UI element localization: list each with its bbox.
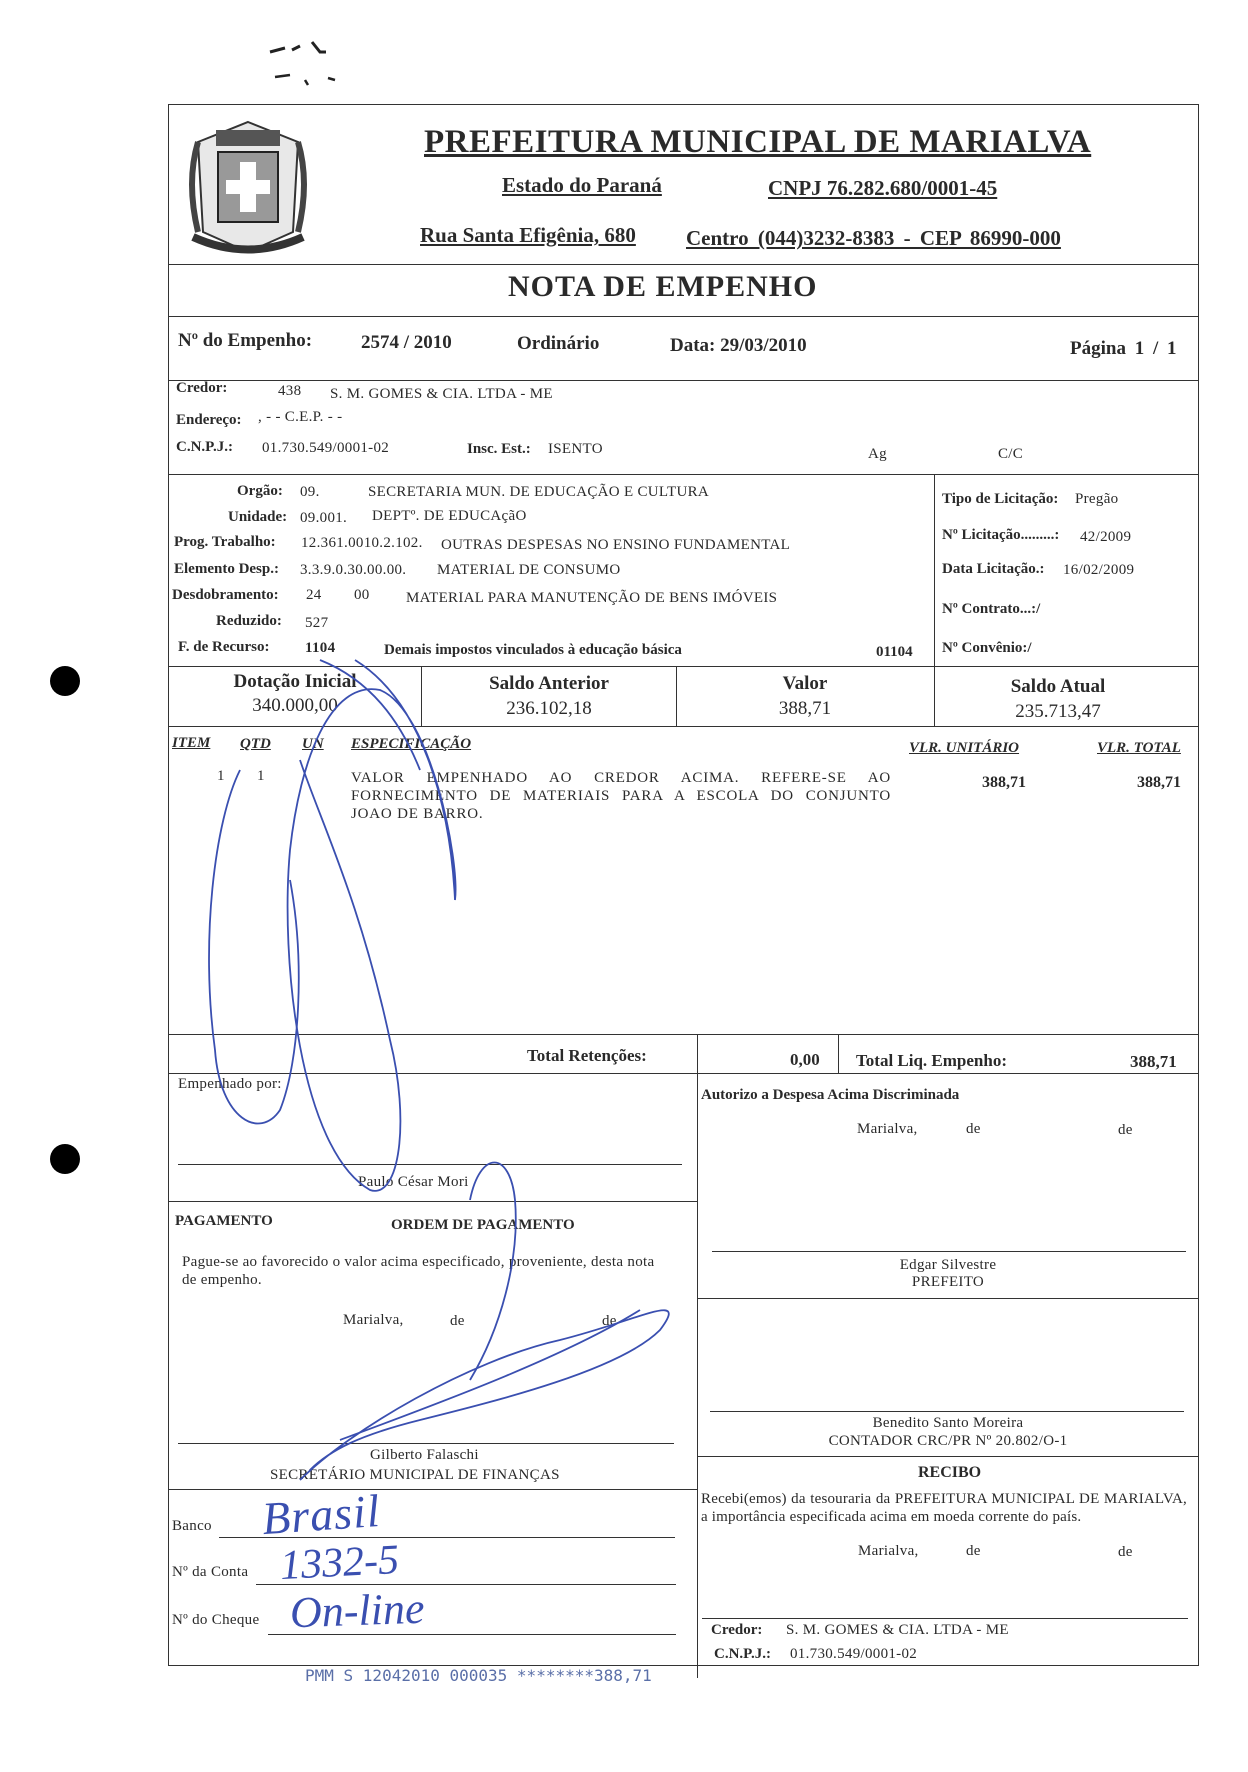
pagamento-place: Marialva,	[343, 1312, 404, 1328]
page-number: Página 1 / 1	[1070, 338, 1177, 359]
pagamento-de: de	[602, 1313, 617, 1329]
signature-line	[702, 1618, 1188, 1619]
recurso-desc: Demais impostos vinculados à educação básica	[384, 642, 682, 658]
divider	[838, 1034, 839, 1074]
divider	[168, 316, 1199, 317]
prog-label: Prog. Trabalho:	[174, 534, 276, 550]
divider	[697, 1034, 698, 1678]
signature-line	[710, 1411, 1184, 1412]
recibo-credor: S. M. GOMES & CIA. LTDA - ME	[786, 1622, 1009, 1638]
data-licitacao-label: Data Licitação.:	[942, 561, 1045, 577]
elemento-code: 3.3.9.0.30.00.00.	[300, 562, 407, 578]
header-cnpj: CNPJ 76.282.680/0001-45	[768, 176, 998, 200]
col-un-header: UN	[302, 736, 324, 752]
empenho-number: 2574 / 2010	[361, 332, 452, 353]
document-title: NOTA DE EMPENHO	[508, 270, 818, 303]
banco-label: Banco	[172, 1518, 212, 1534]
cnpj-label: C.N.P.J.:	[176, 439, 233, 455]
col-spec-header: ESPECIFICAÇÃO	[351, 736, 472, 752]
valor-label: Valor	[782, 673, 828, 694]
recibo-cnpj: 01.730.549/0001-02	[790, 1646, 918, 1662]
punch-hole	[50, 1144, 80, 1174]
recibo-text: Recebi(emos) da tesouraria da PREFEITURA MUNICIPAL DE MARIALVA, a importância especificada acima em moeda corrente do país.	[701, 1491, 1187, 1525]
empenho-date: Data: 29/03/2010	[670, 335, 807, 356]
spec-line: FORNECIMENTO DE MATERIAIS PARA A ESCOLA DO CONJUNTO	[351, 788, 891, 804]
recurso-label: F. de Recurso:	[178, 639, 270, 655]
reduzido-label: Reduzido:	[216, 613, 282, 629]
orgao-code: 09.	[300, 484, 320, 500]
prog-desc: OUTRAS DESPESAS NO ENSINO FUNDAMENTAL	[441, 537, 791, 553]
empenhado-label: Empenhado por:	[178, 1076, 282, 1092]
pagamento-signer-name: Gilberto Falaschi	[370, 1447, 479, 1463]
contador-role: CONTADOR CRC/PR Nº 20.802/O-1	[828, 1433, 1068, 1449]
col-total-header: VLR. TOTAL	[1097, 740, 1181, 756]
liquido-label: Total Liq. Empenho:	[856, 1051, 1007, 1070]
reduzido-value: 527	[305, 615, 329, 631]
spec-line: JOAO DE BARRO.	[351, 806, 484, 822]
numero-licitacao: 42/2009	[1080, 529, 1132, 545]
data-licitacao: 16/02/2009	[1063, 562, 1135, 578]
punch-hole	[50, 666, 80, 696]
conta-handwritten: 1332-5	[278, 1536, 401, 1590]
spec-line: VALOR EMPENHADO AO CREDOR ACIMA. REFERE-SE AO	[351, 770, 891, 786]
desdobramento-label: Desdobramento:	[172, 587, 279, 603]
elemento-label: Elemento Desp.:	[174, 561, 279, 577]
cheque-handwritten: On-line	[289, 1583, 426, 1638]
unidade-code: 09.001.	[300, 510, 348, 526]
empenho-type: Ordinário	[517, 333, 600, 354]
header-address: Rua Santa Efigênia, 680	[420, 223, 636, 247]
orgao-label: Orgão:	[237, 483, 283, 499]
credor-code: 438	[278, 383, 302, 399]
empenhado-name: Paulo César Mori	[358, 1174, 469, 1190]
contador-name: Benedito Santo Moreira	[872, 1415, 1024, 1431]
divider	[168, 1489, 697, 1490]
divider	[168, 1073, 1199, 1074]
saldo-atual-value: 235.713,47	[1015, 701, 1101, 722]
endereco-value: , - - C.E.P. - -	[258, 409, 343, 425]
autorizo-signer-role: PREFEITO	[911, 1274, 985, 1290]
orgao-desc: SECRETARIA MUN. DE EDUCAÇÃO E CULTURA	[368, 484, 710, 500]
divider	[168, 1201, 697, 1202]
row-qtd: 1	[257, 768, 265, 784]
credor-name: S. M. GOMES & CIA. LTDA - ME	[330, 386, 553, 402]
coat-of-arms-icon	[178, 112, 318, 262]
tipo-licitacao-label: Tipo de Licitação:	[942, 491, 1059, 507]
autorizo-de: de	[1118, 1122, 1133, 1138]
ordem-label: ORDEM DE PAGAMENTO	[391, 1217, 575, 1233]
cheque-label: Nº do Cheque	[172, 1612, 260, 1628]
recurso-code-2: 01104	[876, 644, 913, 660]
contrato: Nº Contrato...:/	[942, 601, 1041, 617]
row-item: 1	[217, 768, 225, 784]
banco-handwritten: Brasil	[260, 1484, 383, 1545]
credor-cnpj: 01.730.549/0001-02	[262, 440, 390, 456]
divider	[934, 474, 935, 666]
desdobramento-desc: MATERIAL PARA MANUTENÇÃO DE BENS IMÓVEIS	[406, 590, 778, 606]
conta-label: Nº da Conta	[172, 1564, 249, 1580]
dotacao-value: 340.000,00	[252, 695, 338, 716]
liquido-value: 388,71	[1130, 1052, 1177, 1071]
signature-line	[712, 1251, 1186, 1252]
autorizo-signer-name: Edgar Silvestre	[899, 1257, 997, 1273]
recurso-code: 1104	[305, 640, 336, 656]
pagamento-signer-role: SECRETÁRIO MUNICIPAL DE FINANÇAS	[270, 1467, 560, 1483]
insc-label: Insc. Est.:	[467, 441, 531, 457]
empenho-number-label: Nº do Empenho:	[178, 330, 313, 351]
unidade-desc: DEPTº. DE EDUCAçãO	[372, 508, 527, 524]
recibo-de: de	[966, 1543, 981, 1559]
ag-label: Ag	[868, 446, 887, 462]
insc-value: ISENTO	[548, 441, 603, 457]
saldo-anterior-label: Saldo Anterior	[489, 673, 609, 694]
retencoes-value: 0,00	[790, 1050, 820, 1069]
autorizo-place: Marialva,	[857, 1121, 918, 1137]
endereco-label: Endereço:	[176, 412, 242, 428]
divider	[697, 1456, 1199, 1457]
recibo-title: RECIBO	[918, 1464, 982, 1481]
divider	[168, 380, 1199, 381]
autorizo-label: Autorizo a Despesa Acima Discriminada	[701, 1087, 960, 1103]
unidade-label: Unidade:	[228, 509, 288, 525]
divider	[168, 726, 1199, 727]
pagamento-label: PAGAMENTO	[175, 1213, 273, 1229]
cc-label: C/C	[998, 446, 1024, 462]
recibo-credor-label: Credor:	[711, 1622, 763, 1638]
row-total-value: 388,71	[1137, 774, 1181, 791]
recibo-de: de	[1118, 1544, 1133, 1560]
convenio: Nº Convênio:/	[942, 640, 1032, 656]
pagamento-de: de	[450, 1313, 465, 1329]
divider	[168, 264, 1199, 265]
page-title: PREFEITURA MUNICIPAL DE MARIALVA	[424, 124, 1092, 160]
credor-label: Credor:	[176, 380, 228, 396]
state-name: Estado do Paraná	[502, 173, 662, 197]
saldo-anterior-value: 236.102,18	[506, 698, 592, 719]
col-item-header: ITEM	[172, 735, 211, 751]
recibo-place: Marialva,	[858, 1543, 919, 1559]
autorizo-de: de	[966, 1121, 981, 1137]
valor-value: 388,71	[778, 698, 832, 719]
pagamento-text: Pague-se ao favorecido o valor acima especificado, proveniente, desta nota de empenho.	[182, 1254, 655, 1288]
row-unit-value: 388,71	[982, 774, 1026, 791]
desdobramento-code: 00	[354, 587, 370, 603]
signature-line	[178, 1443, 674, 1444]
row-spec	[351, 769, 891, 823]
recibo-cnpj-label: C.N.P.J.:	[714, 1646, 771, 1662]
retencoes-label: Total Retenções:	[527, 1046, 647, 1065]
divider	[168, 474, 1199, 475]
tipo-licitacao: Pregão	[1075, 491, 1119, 507]
col-qtd-header: QTD	[240, 736, 271, 752]
signature-line	[178, 1164, 682, 1165]
scan-marks	[230, 30, 360, 100]
col-unit-header: VLR. UNITÁRIO	[909, 740, 1020, 756]
elemento-desc: MATERIAL DE CONSUMO	[437, 562, 621, 578]
payment-stamp: PMM S 12042010 000035 ********388,71	[305, 1666, 652, 1685]
divider	[168, 1034, 1199, 1035]
divider	[697, 1298, 1199, 1299]
header-contact: Centro (044)3232-8383 - CEP 86990-000	[686, 226, 1061, 250]
prog-code: 12.361.0010.2.102.	[301, 535, 423, 551]
divider	[168, 666, 1199, 667]
numero-licitacao-label: Nº Licitação.........:	[942, 527, 1060, 543]
saldo-atual-label: Saldo Atual	[1010, 676, 1106, 697]
desdobramento-code: 24	[306, 587, 322, 603]
dotacao-label: Dotação Inicial	[233, 671, 357, 692]
